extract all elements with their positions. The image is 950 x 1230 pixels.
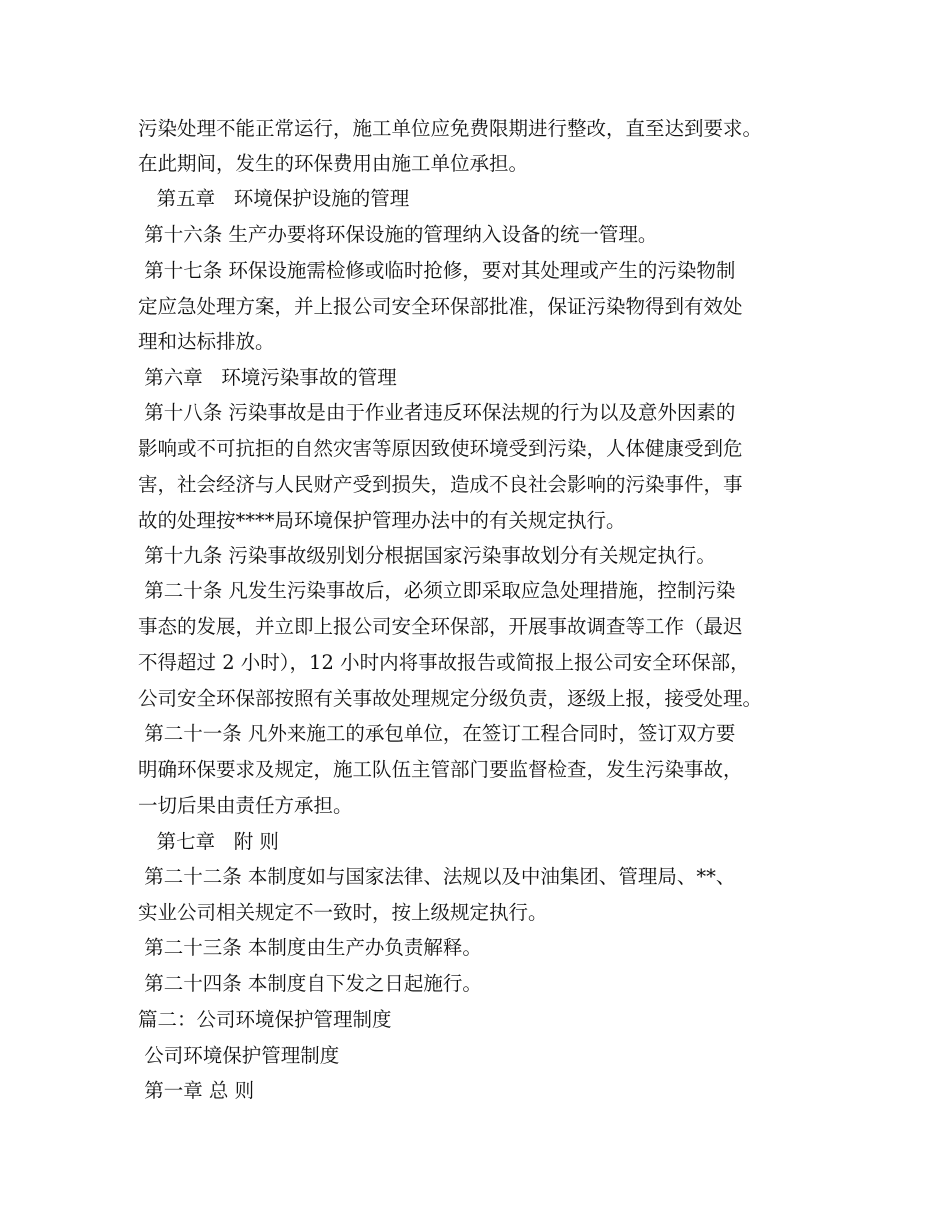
body-text-line: 定应急处理方案，并上报公司安全环保部批准，保证污染物得到有效处 bbox=[138, 295, 743, 318]
body-text-line: 理和达标排放。 bbox=[138, 330, 275, 353]
article-line: 第二十条 凡发生污染事故后，必须立即采取应急处理措施，控制污染 bbox=[138, 579, 736, 602]
body-text-line: 故的处理按****局环境保护管理办法中的有关规定执行。 bbox=[138, 509, 626, 532]
document-title: 公司环境保护管理制度 bbox=[138, 1044, 340, 1067]
body-text-line: 影响或不可抗拒的自然灾害等原因致使环境受到污染，人体健康受到危 bbox=[138, 437, 743, 460]
article-line: 第十九条 污染事故级别划分根据国家污染事故划分有关规定执行。 bbox=[138, 544, 716, 567]
article-line: 第十七条 环保设施需检修或临时抢修，要对其处理或产生的污染物制 bbox=[138, 259, 736, 282]
article-line: 第二十三条 本制度由生产办负责解释。 bbox=[138, 936, 482, 959]
article-line: 第十八条 污染事故是由于作业者违反环保法规的行为以及意外因素的 bbox=[138, 401, 736, 424]
chapter-heading: 第七章 附 则 bbox=[138, 830, 279, 853]
article-line: 第十六条 生产办要将环保设施的管理纳入设备的统一管理。 bbox=[138, 223, 658, 246]
body-text-line: 一切后果由责任方承担。 bbox=[138, 794, 353, 817]
body-text-line: 明确环保要求及规定，施工队伍主管部门要监督检查，发生污染事故， bbox=[138, 758, 743, 781]
chapter-heading: 第五章 环境保护设施的管理 bbox=[138, 187, 410, 210]
body-text-line: 不得超过 2 小时），12 小时内将事故报告或简报上报公司安全环保部， bbox=[138, 651, 750, 674]
body-text-line: 实业公司相关规定不一致时，按上级规定执行。 bbox=[138, 901, 548, 924]
body-text-line: 在此期间，发生的环保费用由施工单位承担。 bbox=[138, 152, 529, 175]
article-line: 第二十四条 本制度自下发之日起施行。 bbox=[138, 972, 482, 995]
chapter-heading: 第六章 环境污染事故的管理 bbox=[138, 366, 397, 389]
body-text-line: 公司安全环保部按照有关事故处理规定分级负责，逐级上报，接受处理。 bbox=[138, 687, 763, 710]
section-heading: 篇二：公司环境保护管理制度 bbox=[138, 1008, 392, 1031]
article-line: 第二十二条 本制度如与国家法律、法规以及中油集团、管理局、**、 bbox=[138, 865, 736, 888]
body-text-line: 污染处理不能正常运行，施工单位应免费限期进行整改，直至达到要求。 bbox=[138, 117, 763, 140]
article-line: 第二十一条 凡外来施工的承包单位，在签订工程合同时，签订双方要 bbox=[138, 722, 736, 745]
body-text-line: 害，社会经济与人民财产受到损失，造成不良社会影响的污染事件，事 bbox=[138, 473, 743, 496]
chapter-heading: 第一章 总 则 bbox=[138, 1079, 255, 1102]
body-text-line: 事态的发展，并立即上报公司安全环保部，开展事故调查等工作（最迟 bbox=[138, 615, 743, 638]
